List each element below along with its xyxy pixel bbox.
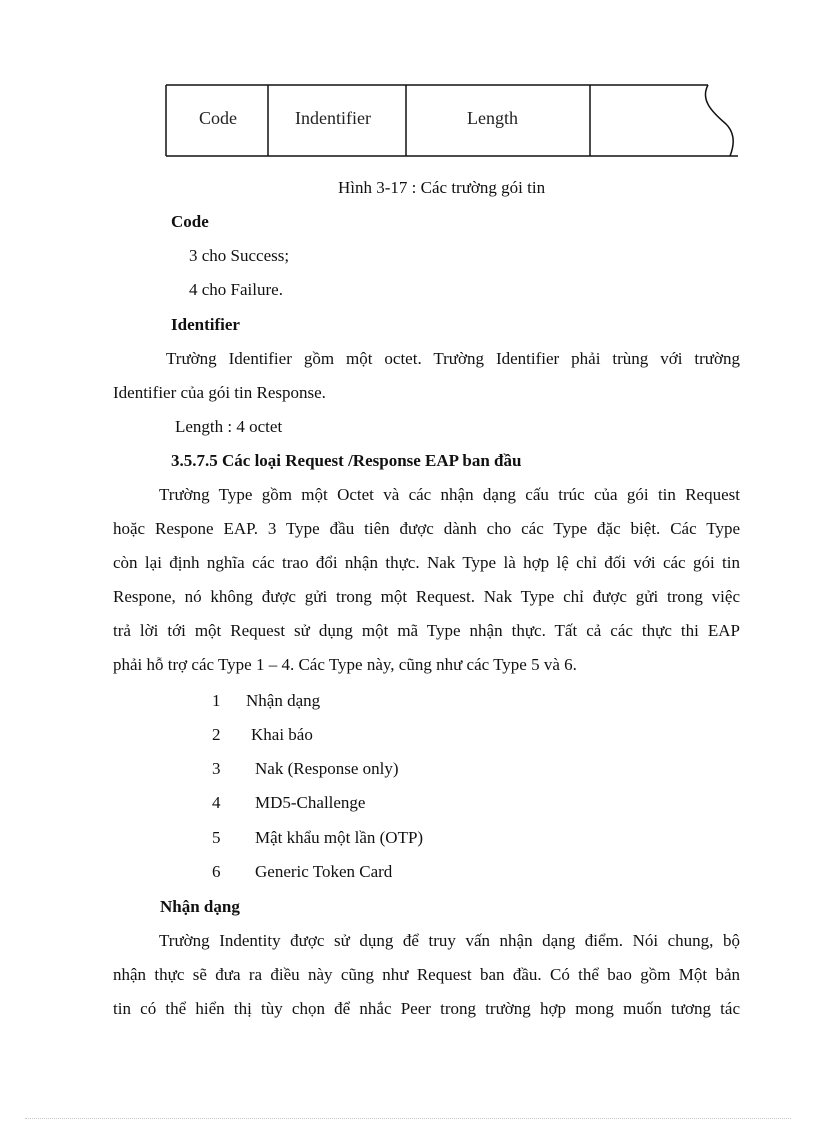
type-list-num: 1 [212, 691, 221, 710]
packet-diagram [0, 0, 816, 170]
type-list-label: Generic Token Card [255, 862, 393, 881]
nhan-dang-heading: Nhận dạng [160, 897, 240, 916]
section-375-heading: 3.5.7.5 Các loại Request /Response EAP ban đầu [171, 451, 522, 470]
type-list-num: 5 [212, 828, 221, 847]
length-line: Length : 4 octet [175, 417, 283, 436]
section-375-line-4: Respone, nó không được gửi trong một Request. Nak Type chỉ được gửi trong việc [113, 587, 740, 606]
section-375-line-2: hoặc Respone EAP. 3 Type đầu tiên được dành cho các Type đặc biệt. Các Type [113, 519, 740, 538]
field-code-label: Code [199, 108, 237, 128]
type-list-num: 4 [212, 793, 221, 812]
code-heading: Code [171, 212, 209, 231]
type-list-num: 6 [212, 862, 221, 881]
type-list-label: MD5-Challenge [255, 793, 366, 812]
type-list-label: Mật khẩu một lần (OTP) [255, 828, 424, 847]
section-375-line-3: còn lại định nghĩa các trao đổi nhận thực. Nak Type là hợp lệ chỉ đối với các gói tin [113, 553, 740, 572]
type-list-label: Nak (Response only) [255, 759, 399, 778]
section-375-line-1: Trường Type gồm một Octet và các nhận dạng cấu trúc của gói tin Request [159, 485, 740, 504]
field-length-label: Length [467, 108, 518, 128]
nhan-dang-line-1: Trường Indentity được sử dụng để truy vấn nhận dạng điểm. Nói chung, bộ [159, 931, 740, 950]
type-list-num: 2 [212, 725, 221, 744]
nhan-dang-line-3: tin có thể hiển thị tùy chọn để nhắc Peer trong trường hợp mong muốn tương tác [113, 999, 740, 1018]
identifier-para-line-1: Trường Identifier gồm một octet. Trường Identifier phải trùng với trường [166, 349, 740, 368]
type-list-label: Khai báo [251, 725, 313, 744]
figure-caption: Hình 3-17 : Các trường gói tin [338, 178, 546, 197]
code-item-success: 3 cho Success; [189, 246, 290, 265]
field-identifier-label: Indentifier [295, 108, 371, 128]
page-footer-rule [25, 1118, 791, 1119]
section-375-line-6: phải hỗ trợ các Type 1 – 4. Các Type này, cũng như các Type 5 và 6. [113, 655, 577, 674]
nhan-dang-line-2: nhận thực sẽ đưa ra điều này cũng như Request ban đầu. Có thể bao gồm Một bản [113, 965, 740, 984]
identifier-heading: Identifier [171, 315, 240, 334]
identifier-para-line-2: Identifier của gói tin Response. [113, 383, 326, 402]
type-list-num: 3 [212, 759, 221, 778]
packet-break-curve [705, 85, 733, 156]
code-item-failure: 4 cho Failure. [189, 280, 283, 299]
section-375-line-5: trả lời tới một Request sử dụng một mã Type nhận thực. Tất cả các thực thi EAP [113, 621, 740, 640]
type-list-label: Nhận dạng [246, 691, 321, 710]
